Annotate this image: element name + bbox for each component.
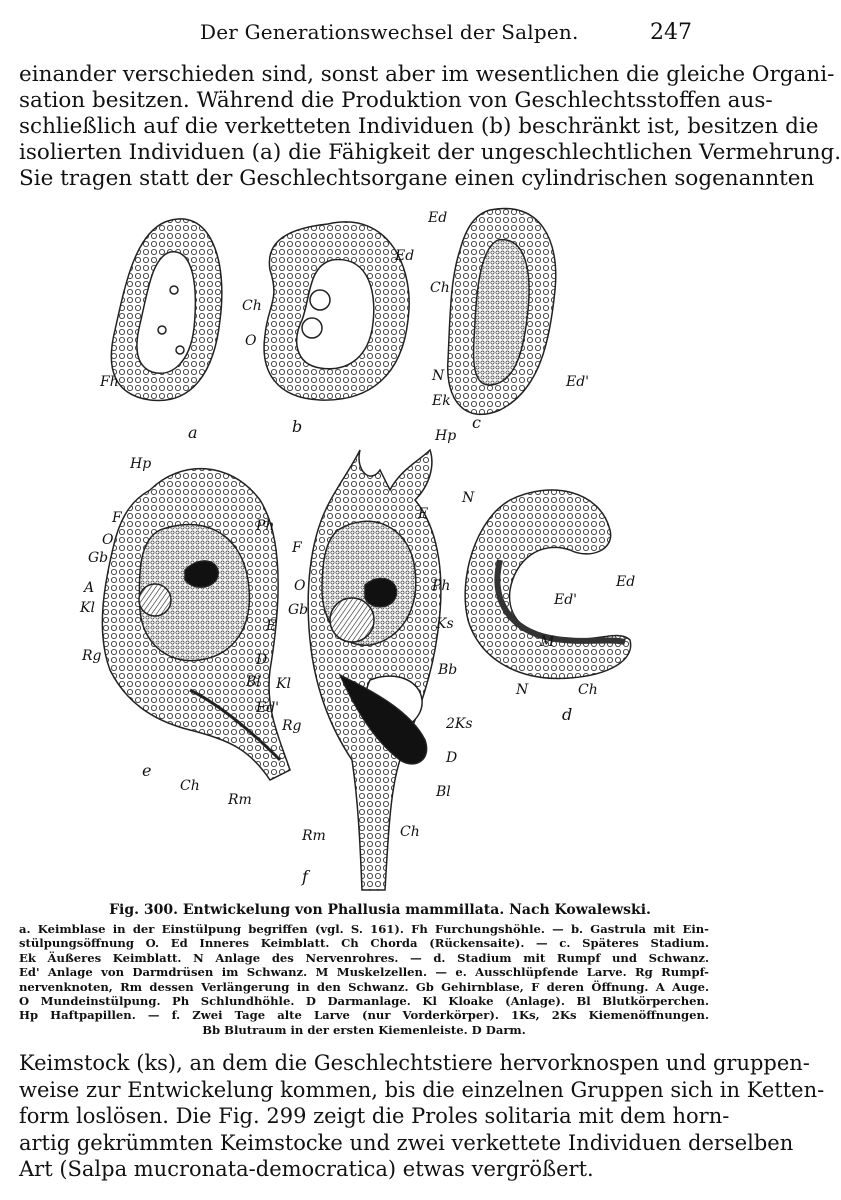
label-f-Rg: Rg [282, 718, 302, 734]
text-line: Keimstock (ks), an dem die Geschlechtstiere hervorknospen und gruppen- [19, 1051, 810, 1075]
figure-legend [19, 922, 709, 1037]
subfigure-b-letter: b [292, 417, 303, 436]
text-line: artig gekrümmten Keimstocke und zwei verkettete Individuen derselben [19, 1130, 794, 1155]
text-line: weise zur Entwickelung kommen, bis die einzelnen Gruppen sich in Ketten- [19, 1077, 825, 1102]
label-e-F: F [112, 510, 122, 526]
legend-line: Ek Äußeres Keimblatt. N Anlage des Nervenrohres. — d. Stadium mit Rumpf und Schwanz. [19, 950, 709, 965]
legend-line: stülpungsöffnung O. Ed Inneres Keimblatt. Ch Chorda (Rückensaite). — c. Späteres Stadium. [19, 936, 709, 951]
body-paragraph-bottom [19, 1050, 825, 1183]
label-d-M: M [540, 634, 555, 650]
subfigure-c-letter: c [472, 413, 481, 432]
label-f-Rm: Rm [302, 828, 326, 844]
running-header [0, 14, 722, 50]
label-f-Bl: Bl [436, 784, 451, 800]
label-e-Kl: Kl [80, 600, 95, 616]
label-d-N2: N [516, 682, 529, 698]
label-f-Hp: Hp [435, 428, 457, 444]
label-e-O: O [102, 532, 114, 548]
subfigure-c-drawing [448, 208, 556, 414]
label-d-N: N [462, 490, 475, 506]
label-a-Fh: Fh [100, 374, 119, 390]
label-b-Ed: Ed [395, 248, 415, 264]
label-f-Ph: Ph [432, 578, 451, 594]
label-f-E: E [418, 506, 429, 522]
label-d-Ed-prime: Ed' [554, 592, 578, 608]
text-line: einander verschieden sind, sonst aber im wesentlichen die gleiche Organi- [19, 62, 835, 87]
label-e-Hp: Hp [130, 456, 152, 472]
label-b-O: O [245, 333, 257, 349]
figure-300-illustration [70, 200, 650, 896]
label-c-N: N [432, 368, 445, 384]
label-e-Rm: Rm [228, 792, 252, 808]
text-line: Art (Salpa mucronata-democratica) etwas vergrößert. [19, 1157, 594, 1181]
figure-caption: Fig. 300. Entwickelung von Phallusia mammillata. Nach Kowalewski. [109, 902, 651, 918]
subfigure-b-drawing [264, 222, 409, 400]
legend-line: Ed' Anlage von Darmdrüsen im Schwanz. M Muskelzellen. — e. Ausschlüpfende Larve. Rg Rumpf- [19, 965, 709, 980]
legend-line: Hp Haftpapillen. — f. Zwei Tage alte Larve (nur Vorderkörper). 1Ks, 2Ks Kiemenöffnungen. [19, 1008, 709, 1023]
label-c-Ek: Ek [432, 393, 451, 409]
label-d-Ch: Ch [578, 682, 598, 698]
legend-line: Bb Blutraum in der ersten Kiemenleiste. D Darm. [202, 1022, 526, 1037]
label-c-Ch: Ch [430, 280, 450, 296]
running-head-title: Der Generationswechsel der Salpen. [200, 20, 579, 44]
subfigure-e-letter: e [142, 761, 152, 780]
label-c-Ed: Ed [428, 210, 448, 226]
label-f-Gb: Gb [288, 602, 309, 618]
label-e-D: D [256, 652, 268, 668]
subfigure-e-drawing [102, 469, 290, 780]
label-f-Ch: Ch [400, 824, 420, 840]
text-line: form loslösen. Die Fig. 299 zeigt die Proles solitaria mit dem horn- [19, 1104, 730, 1128]
label-e-E: E [266, 618, 277, 634]
text-line: Sie tragen statt der Geschlechtsorgane einen cylindrischen sogenannten [19, 166, 815, 191]
subfigure-f-letter: f [302, 867, 308, 886]
subfigure-a-letter: a [188, 423, 198, 442]
label-e-Rg: Rg [82, 648, 102, 664]
subfigure-d-letter: d [562, 705, 573, 724]
subfigure-a-drawing [111, 219, 222, 401]
text-line: isolierten Individuen (a) die Fähigkeit der ungeschlechtlichen Vermehrung. [19, 140, 841, 165]
subfigure-d-drawing [465, 490, 630, 678]
label-e-Bl: Bl [246, 674, 261, 690]
label-e-Ph: Ph [256, 518, 275, 534]
label-e-A: A [84, 580, 95, 596]
label-f-F: F [292, 540, 302, 556]
label-e-Ch: Ch [180, 778, 200, 794]
label-f-Kl: Kl [276, 676, 291, 692]
label-f-D: D [446, 750, 458, 766]
label-f-O: O [294, 578, 306, 594]
text-line: sation besitzen. Während die Produktion von Geschlechtsstoffen aus- [19, 88, 773, 113]
label-f-2Ks: 2Ks [446, 716, 473, 732]
legend-line: a. Keimblase in der Einstülpung begriffen (vgl. S. 161). Fh Furchungshöhle. — b. Gastrula mit Ein- [19, 922, 709, 936]
label-d-Ed: Ed [616, 574, 636, 590]
label-e-Ed-prime: Ed' [256, 700, 280, 716]
legend-line: nervenknoten, Rm dessen Verlängerung in den Schwanz. Gb Gehirnblase, F deren Öffnung. A Auge. [19, 979, 709, 994]
body-paragraph-top [19, 62, 841, 192]
label-f-Bb: Bb [438, 662, 458, 678]
text-line: schließlich auf die verketteten Individuen (b) beschränkt ist, besitzen die [19, 114, 819, 139]
label-e-Gb: Gb [88, 550, 109, 566]
page-number: 247 [650, 20, 692, 45]
legend-line: O Mundeinstülpung. Ph Schlundhöhle. D Darmanlage. Kl Kloake (Anlage). Bl Blutkörperchen. [19, 994, 709, 1009]
label-f-Ks: Ks [436, 616, 454, 632]
label-c-Ed-prime: Ed' [566, 374, 590, 390]
label-b-Ch: Ch [242, 298, 262, 314]
